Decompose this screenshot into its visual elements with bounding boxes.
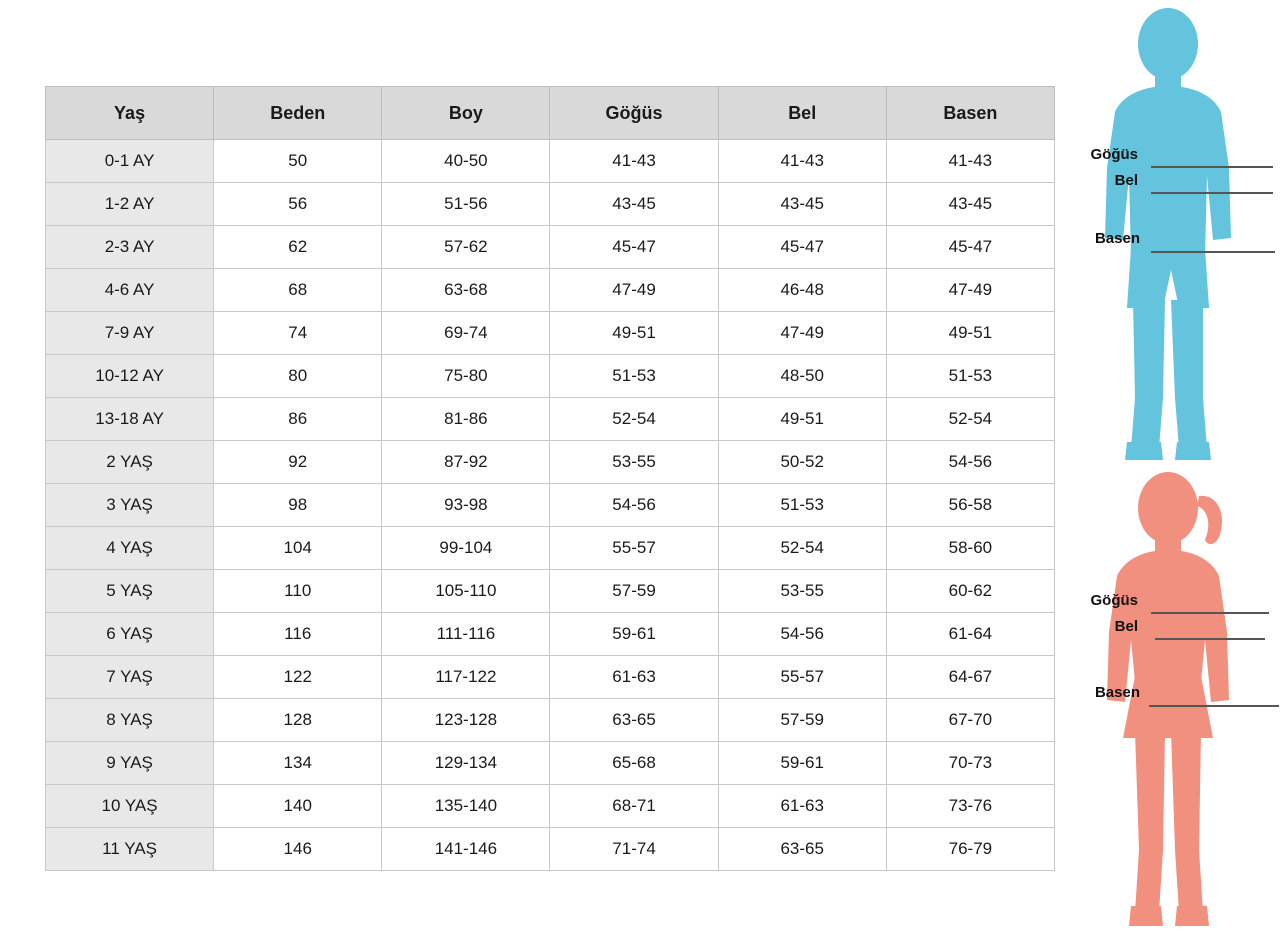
cell-age: 13-18 AY	[46, 398, 214, 441]
cell-size: 86	[214, 398, 382, 441]
boy-waist-label: Bel	[1114, 172, 1138, 189]
cell-hip: 47-49	[886, 269, 1054, 312]
table-body	[46, 140, 1055, 871]
cell-waist: 41-43	[718, 140, 886, 183]
cell-height: 75-80	[382, 355, 550, 398]
cell-age: 9 YAŞ	[46, 742, 214, 785]
cell-size: 128	[214, 699, 382, 742]
cell-age: 3 YAŞ	[46, 484, 214, 527]
cell-size: 134	[214, 742, 382, 785]
girl-hip-label: Basen	[1094, 684, 1140, 701]
cell-chest: 65-68	[550, 742, 718, 785]
cell-chest: 47-49	[550, 269, 718, 312]
boy-figure-block	[1055, 8, 1280, 478]
cell-height: 111-116	[382, 613, 550, 656]
cell-chest: 41-43	[550, 140, 718, 183]
body-figures-panel	[1055, 0, 1280, 948]
cell-waist: 45-47	[718, 226, 886, 269]
cell-height: 141-146	[382, 828, 550, 871]
cell-size: 110	[214, 570, 382, 613]
cell-age: 11 YAŞ	[46, 828, 214, 871]
cell-chest: 57-59	[550, 570, 718, 613]
cell-hip: 70-73	[886, 742, 1054, 785]
table-row	[46, 398, 1055, 441]
cell-age: 10 YAŞ	[46, 785, 214, 828]
cell-size: 122	[214, 656, 382, 699]
boy-hip-measure-line	[1151, 251, 1275, 253]
cell-size: 116	[214, 613, 382, 656]
boy-waist-measure-line	[1151, 192, 1273, 194]
cell-size: 92	[214, 441, 382, 484]
cell-height: 69-74	[382, 312, 550, 355]
girl-waist-label: Bel	[1114, 618, 1138, 635]
cell-size: 146	[214, 828, 382, 871]
table-row	[46, 828, 1055, 871]
cell-age: 4-6 AY	[46, 269, 214, 312]
cell-waist: 46-48	[718, 269, 886, 312]
cell-height: 51-56	[382, 183, 550, 226]
cell-chest: 59-61	[550, 613, 718, 656]
table-row	[46, 441, 1055, 484]
table-row	[46, 742, 1055, 785]
cell-waist: 54-56	[718, 613, 886, 656]
cell-hip: 60-62	[886, 570, 1054, 613]
cell-hip: 45-47	[886, 226, 1054, 269]
cell-hip: 51-53	[886, 355, 1054, 398]
cell-hip: 41-43	[886, 140, 1054, 183]
table-row	[46, 613, 1055, 656]
cell-hip: 67-70	[886, 699, 1054, 742]
cell-chest: 54-56	[550, 484, 718, 527]
cell-chest: 43-45	[550, 183, 718, 226]
girl-hip-measure-line	[1149, 705, 1279, 707]
cell-height: 123-128	[382, 699, 550, 742]
cell-hip: 64-67	[886, 656, 1054, 699]
size-chart-container	[45, 86, 1055, 871]
cell-size: 62	[214, 226, 382, 269]
size-chart-table	[45, 86, 1055, 871]
cell-size: 50	[214, 140, 382, 183]
cell-age: 5 YAŞ	[46, 570, 214, 613]
cell-size: 68	[214, 269, 382, 312]
cell-waist: 55-57	[718, 656, 886, 699]
cell-hip: 58-60	[886, 527, 1054, 570]
cell-hip: 56-58	[886, 484, 1054, 527]
cell-chest: 61-63	[550, 656, 718, 699]
cell-age: 6 YAŞ	[46, 613, 214, 656]
cell-waist: 50-52	[718, 441, 886, 484]
cell-age: 1-2 AY	[46, 183, 214, 226]
cell-chest: 55-57	[550, 527, 718, 570]
cell-chest: 45-47	[550, 226, 718, 269]
cell-size: 140	[214, 785, 382, 828]
cell-age: 10-12 AY	[46, 355, 214, 398]
table-row	[46, 527, 1055, 570]
cell-hip: 52-54	[886, 398, 1054, 441]
cell-chest: 49-51	[550, 312, 718, 355]
cell-chest: 71-74	[550, 828, 718, 871]
table-row	[46, 570, 1055, 613]
cell-hip: 43-45	[886, 183, 1054, 226]
column-header-chest: Göğüs	[550, 87, 718, 140]
column-header-size: Beden	[214, 87, 382, 140]
cell-waist: 47-49	[718, 312, 886, 355]
cell-size: 74	[214, 312, 382, 355]
cell-waist: 63-65	[718, 828, 886, 871]
cell-age: 4 YAŞ	[46, 527, 214, 570]
cell-height: 93-98	[382, 484, 550, 527]
cell-height: 81-86	[382, 398, 550, 441]
column-header-height: Boy	[382, 87, 550, 140]
cell-waist: 49-51	[718, 398, 886, 441]
cell-hip: 61-64	[886, 613, 1054, 656]
cell-height: 105-110	[382, 570, 550, 613]
cell-height: 57-62	[382, 226, 550, 269]
cell-waist: 57-59	[718, 699, 886, 742]
cell-waist: 59-61	[718, 742, 886, 785]
table-header-row	[46, 87, 1055, 140]
table-row	[46, 785, 1055, 828]
table-row	[46, 269, 1055, 312]
table-row	[46, 183, 1055, 226]
cell-height: 40-50	[382, 140, 550, 183]
cell-age: 7-9 AY	[46, 312, 214, 355]
boy-chest-label: Göğüs	[1090, 146, 1138, 163]
girl-waist-measure-line	[1155, 638, 1265, 640]
cell-chest: 51-53	[550, 355, 718, 398]
girl-body-silhouette-icon	[1083, 470, 1253, 948]
cell-waist: 52-54	[718, 527, 886, 570]
cell-chest: 52-54	[550, 398, 718, 441]
cell-chest: 53-55	[550, 441, 718, 484]
table-row	[46, 484, 1055, 527]
girl-chest-measure-line	[1151, 612, 1269, 614]
cell-waist: 48-50	[718, 355, 886, 398]
cell-size: 56	[214, 183, 382, 226]
cell-age: 0-1 AY	[46, 140, 214, 183]
cell-chest: 68-71	[550, 785, 718, 828]
cell-height: 117-122	[382, 656, 550, 699]
boy-chest-measure-line	[1151, 166, 1273, 168]
cell-waist: 51-53	[718, 484, 886, 527]
table-row	[46, 226, 1055, 269]
cell-size: 80	[214, 355, 382, 398]
column-header-waist: Bel	[718, 87, 886, 140]
cell-hip: 54-56	[886, 441, 1054, 484]
girl-chest-label: Göğüs	[1090, 592, 1138, 609]
cell-waist: 61-63	[718, 785, 886, 828]
table-header	[46, 87, 1055, 140]
cell-hip: 49-51	[886, 312, 1054, 355]
girl-figure-block	[1055, 470, 1280, 948]
boy-hip-label: Basen	[1094, 230, 1140, 247]
cell-height: 63-68	[382, 269, 550, 312]
cell-age: 2-3 AY	[46, 226, 214, 269]
table-row	[46, 140, 1055, 183]
cell-height: 99-104	[382, 527, 550, 570]
column-header-hip: Basen	[886, 87, 1054, 140]
table-row	[46, 699, 1055, 742]
cell-age: 8 YAŞ	[46, 699, 214, 742]
cell-height: 87-92	[382, 441, 550, 484]
cell-chest: 63-65	[550, 699, 718, 742]
cell-hip: 73-76	[886, 785, 1054, 828]
cell-age: 2 YAŞ	[46, 441, 214, 484]
column-header-age: Yaş	[46, 87, 214, 140]
cell-height: 129-134	[382, 742, 550, 785]
cell-height: 135-140	[382, 785, 550, 828]
cell-age: 7 YAŞ	[46, 656, 214, 699]
table-row	[46, 312, 1055, 355]
table-row	[46, 355, 1055, 398]
cell-hip: 76-79	[886, 828, 1054, 871]
table-row	[46, 656, 1055, 699]
cell-waist: 43-45	[718, 183, 886, 226]
cell-waist: 53-55	[718, 570, 886, 613]
cell-size: 98	[214, 484, 382, 527]
cell-size: 104	[214, 527, 382, 570]
